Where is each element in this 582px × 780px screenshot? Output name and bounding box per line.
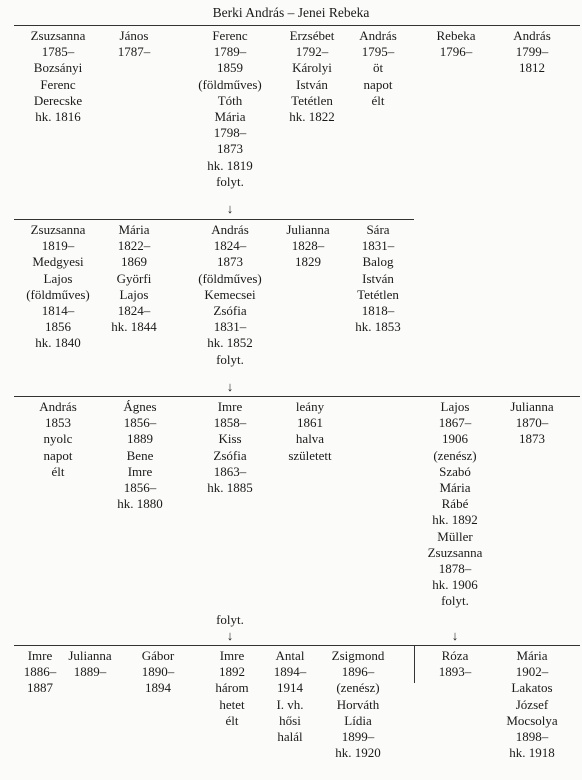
entry-line: Zsófia (213, 303, 247, 319)
entry-line: András (39, 399, 77, 414)
entry-line: Zsuzsanna (30, 28, 86, 43)
entry-line: 1873 (519, 431, 545, 447)
entry-line: Tóth (217, 92, 243, 108)
gen3-line (14, 396, 580, 397)
person-entry (308, 648, 408, 761)
entry-line: öt (372, 60, 384, 76)
down-arrow-icon: ↓ (226, 628, 234, 643)
entry-line: 1906 (442, 431, 468, 447)
entry-line: 1831– (213, 319, 247, 335)
gen1-line (14, 25, 580, 26)
entry-line: Ágnes (123, 399, 157, 414)
entry-line: hk. 1880 (117, 496, 163, 512)
entry-line: 1824– (213, 238, 247, 254)
entry-line: hk. 1885 (207, 480, 253, 496)
entry-line: 1787– (117, 44, 151, 60)
down-arrow-icon: ↓ (226, 201, 234, 216)
entry-line: folyt. (216, 173, 244, 189)
entry-line: 1861 (297, 415, 323, 431)
entry-line: Imre (27, 648, 53, 663)
entry-line: 1863– (213, 463, 247, 479)
entry-line: (földműves) (198, 76, 262, 92)
person-entry (482, 399, 582, 448)
entry-line: Tetétlen (357, 286, 399, 302)
entry-line: 1792– (295, 44, 329, 60)
entry-line: hk. 1918 (509, 745, 555, 761)
entry-line: 1889– (73, 664, 107, 680)
entry-line: Ferenc (212, 28, 248, 43)
entry-line: 1896– (341, 664, 375, 680)
entry-line: Medgyesi (32, 254, 84, 270)
entry-line: született (288, 447, 332, 463)
entry-line: Szabó (439, 463, 471, 479)
entry-line: Antal (275, 648, 305, 663)
entry-line: hk. 1920 (335, 745, 381, 761)
entry-line: Sára (366, 222, 390, 237)
entry-line: Lídia (344, 712, 372, 728)
entry-line: 1890– (141, 664, 175, 680)
entry-line: 1898– (515, 729, 549, 745)
person-entry (84, 222, 184, 335)
entry-line: 1859 (217, 60, 243, 76)
entry-line: 1894 (145, 680, 171, 696)
entry-line: István (296, 76, 328, 92)
entry-line: Gábor (141, 648, 175, 663)
entry-line: 1822– (117, 238, 151, 254)
entry-line: József (515, 696, 549, 712)
entry-line: 1892 (219, 664, 245, 680)
entry-line: Julianna (68, 648, 112, 663)
entry-line: Bozsányi (33, 60, 83, 76)
entry-line: Kiss (218, 431, 242, 447)
entry-line: 1856 (45, 319, 71, 335)
entry-line: három (215, 680, 249, 696)
entry-line: János (119, 28, 149, 43)
person-entry (482, 28, 582, 77)
entry-line: András (359, 28, 397, 43)
entry-line: hk. 1852 (207, 335, 253, 351)
entry-line: hk. 1840 (35, 335, 81, 351)
entry-line: 1795– (361, 44, 395, 60)
entry-line: András (513, 28, 551, 43)
entry-line: 1878– (438, 561, 472, 577)
entry-line: napot (363, 76, 393, 92)
imre-folyt: folyt. (216, 612, 244, 627)
entry-line: élt (371, 92, 385, 108)
entry-line: Mária (439, 480, 471, 496)
entry-line: 1899– (341, 729, 375, 745)
entry-line: Imre (127, 463, 153, 479)
entry-line: 1894– (273, 664, 307, 680)
entry-line: hk. 1853 (355, 319, 401, 335)
entry-line: Lakatos (511, 680, 553, 696)
entry-line: Zsófia (213, 447, 247, 463)
entry-line: Károlyi (292, 60, 332, 76)
entry-line: Müller (437, 528, 473, 544)
person-entry (328, 222, 428, 335)
person-entry (84, 28, 184, 60)
entry-line: hetet (219, 696, 245, 712)
entry-line: 1819– (41, 238, 75, 254)
entry-line: András (211, 222, 249, 237)
entry-line: 1828– (291, 238, 325, 254)
page-title: Berki András – Jenei Rebeka (212, 5, 370, 20)
entry-line: hk. 1892 (432, 512, 478, 528)
down-arrow-icon: ↓ (451, 628, 459, 643)
entry-line: Ferenc (40, 76, 76, 92)
entry-line: István (362, 270, 394, 286)
entry-line: Erzsébet (289, 28, 335, 43)
entry-line: 1853 (45, 415, 71, 431)
entry-line: leány (295, 399, 325, 414)
entry-line: Mária (118, 222, 150, 237)
entry-line: 1856– (123, 415, 157, 431)
entry-line: hk. 1822 (289, 109, 335, 125)
entry-line: folyt. (216, 351, 244, 367)
entry-line: 1818– (361, 303, 395, 319)
person-entry (90, 399, 190, 512)
entry-line: hősi (279, 712, 301, 728)
entry-line: 1829 (295, 254, 321, 270)
person-entry (482, 648, 582, 761)
entry-line: Tetétlen (291, 92, 333, 108)
entry-line: 1886– (23, 664, 57, 680)
entry-line: Rábé (441, 496, 469, 512)
entry-line: 1796– (439, 44, 473, 60)
entry-line: élt (225, 712, 239, 728)
entry-line: Balog (362, 254, 394, 270)
entry-line: 1824– (117, 303, 151, 319)
entry-line: nyolc (43, 431, 73, 447)
entry-line: 1914 (277, 680, 303, 696)
entry-line: (földműves) (198, 270, 262, 286)
entry-line: Lajos (440, 399, 470, 414)
entry-line: Zsuzsanna (30, 222, 86, 237)
entry-line: Mária (516, 648, 548, 663)
entry-line: 1799– (515, 44, 549, 60)
entry-line: folyt. (441, 593, 469, 609)
entry-line: Mocsolya (506, 712, 558, 728)
entry-line: Zsigmond (331, 648, 385, 663)
entry-line: Zsuzsanna (427, 544, 483, 560)
entry-line: 1831– (361, 238, 395, 254)
entry-line: Imre (219, 648, 245, 663)
entry-line: 1869 (121, 254, 147, 270)
entry-line: hk. 1844 (111, 319, 157, 335)
entry-line: Imre (217, 399, 243, 414)
person-entry (260, 399, 360, 464)
entry-line: 1789– (213, 44, 247, 60)
entry-line: Lajos (119, 286, 149, 302)
entry-line: Kemecsei (204, 286, 256, 302)
entry-line: napot (43, 447, 73, 463)
entry-line: Rebeka (436, 28, 476, 43)
entry-line: halál (277, 729, 303, 745)
entry-line: 1812 (519, 60, 545, 76)
entry-line: 1798– (213, 125, 247, 141)
entry-line: 1870– (515, 415, 549, 431)
down-arrow-icon: ↓ (226, 379, 234, 394)
entry-line: Horváth (336, 696, 380, 712)
entry-line: 1856– (123, 480, 157, 496)
entry-line: hk. 1906 (432, 577, 478, 593)
entry-line: hk. 1819 (207, 157, 253, 173)
entry-line: 1902– (515, 664, 549, 680)
entry-line: élt (51, 463, 65, 479)
entry-line: Róza (441, 648, 469, 663)
entry-line: 1873 (217, 254, 243, 270)
entry-line: 1893– (438, 664, 472, 680)
entry-line: (zenész) (433, 447, 477, 463)
entry-line: 1785– (41, 44, 75, 60)
entry-line: (zenész) (336, 680, 380, 696)
entry-line: Julianna (510, 399, 554, 414)
gen4-line (14, 645, 580, 646)
entry-line: 1887 (27, 680, 53, 696)
entry-line: 1873 (217, 141, 243, 157)
entry-line: Derecske (33, 92, 83, 108)
entry-line: Mária (214, 109, 246, 125)
entry-line: hk. 1816 (35, 109, 81, 125)
entry-line: 1814– (41, 303, 75, 319)
entry-line: Julianna (286, 222, 330, 237)
entry-line: 1858– (213, 415, 247, 431)
gen2-line (14, 219, 414, 220)
entry-line: Bene (126, 447, 154, 463)
entry-line: Lajos (43, 270, 73, 286)
entry-line: 1867– (438, 415, 472, 431)
entry-line: Györfi (116, 270, 152, 286)
entry-line: 1889 (127, 431, 153, 447)
entry-line: I. vh. (276, 696, 304, 712)
entry-line: halva (295, 431, 325, 447)
entry-line: (földműves) (26, 286, 90, 302)
